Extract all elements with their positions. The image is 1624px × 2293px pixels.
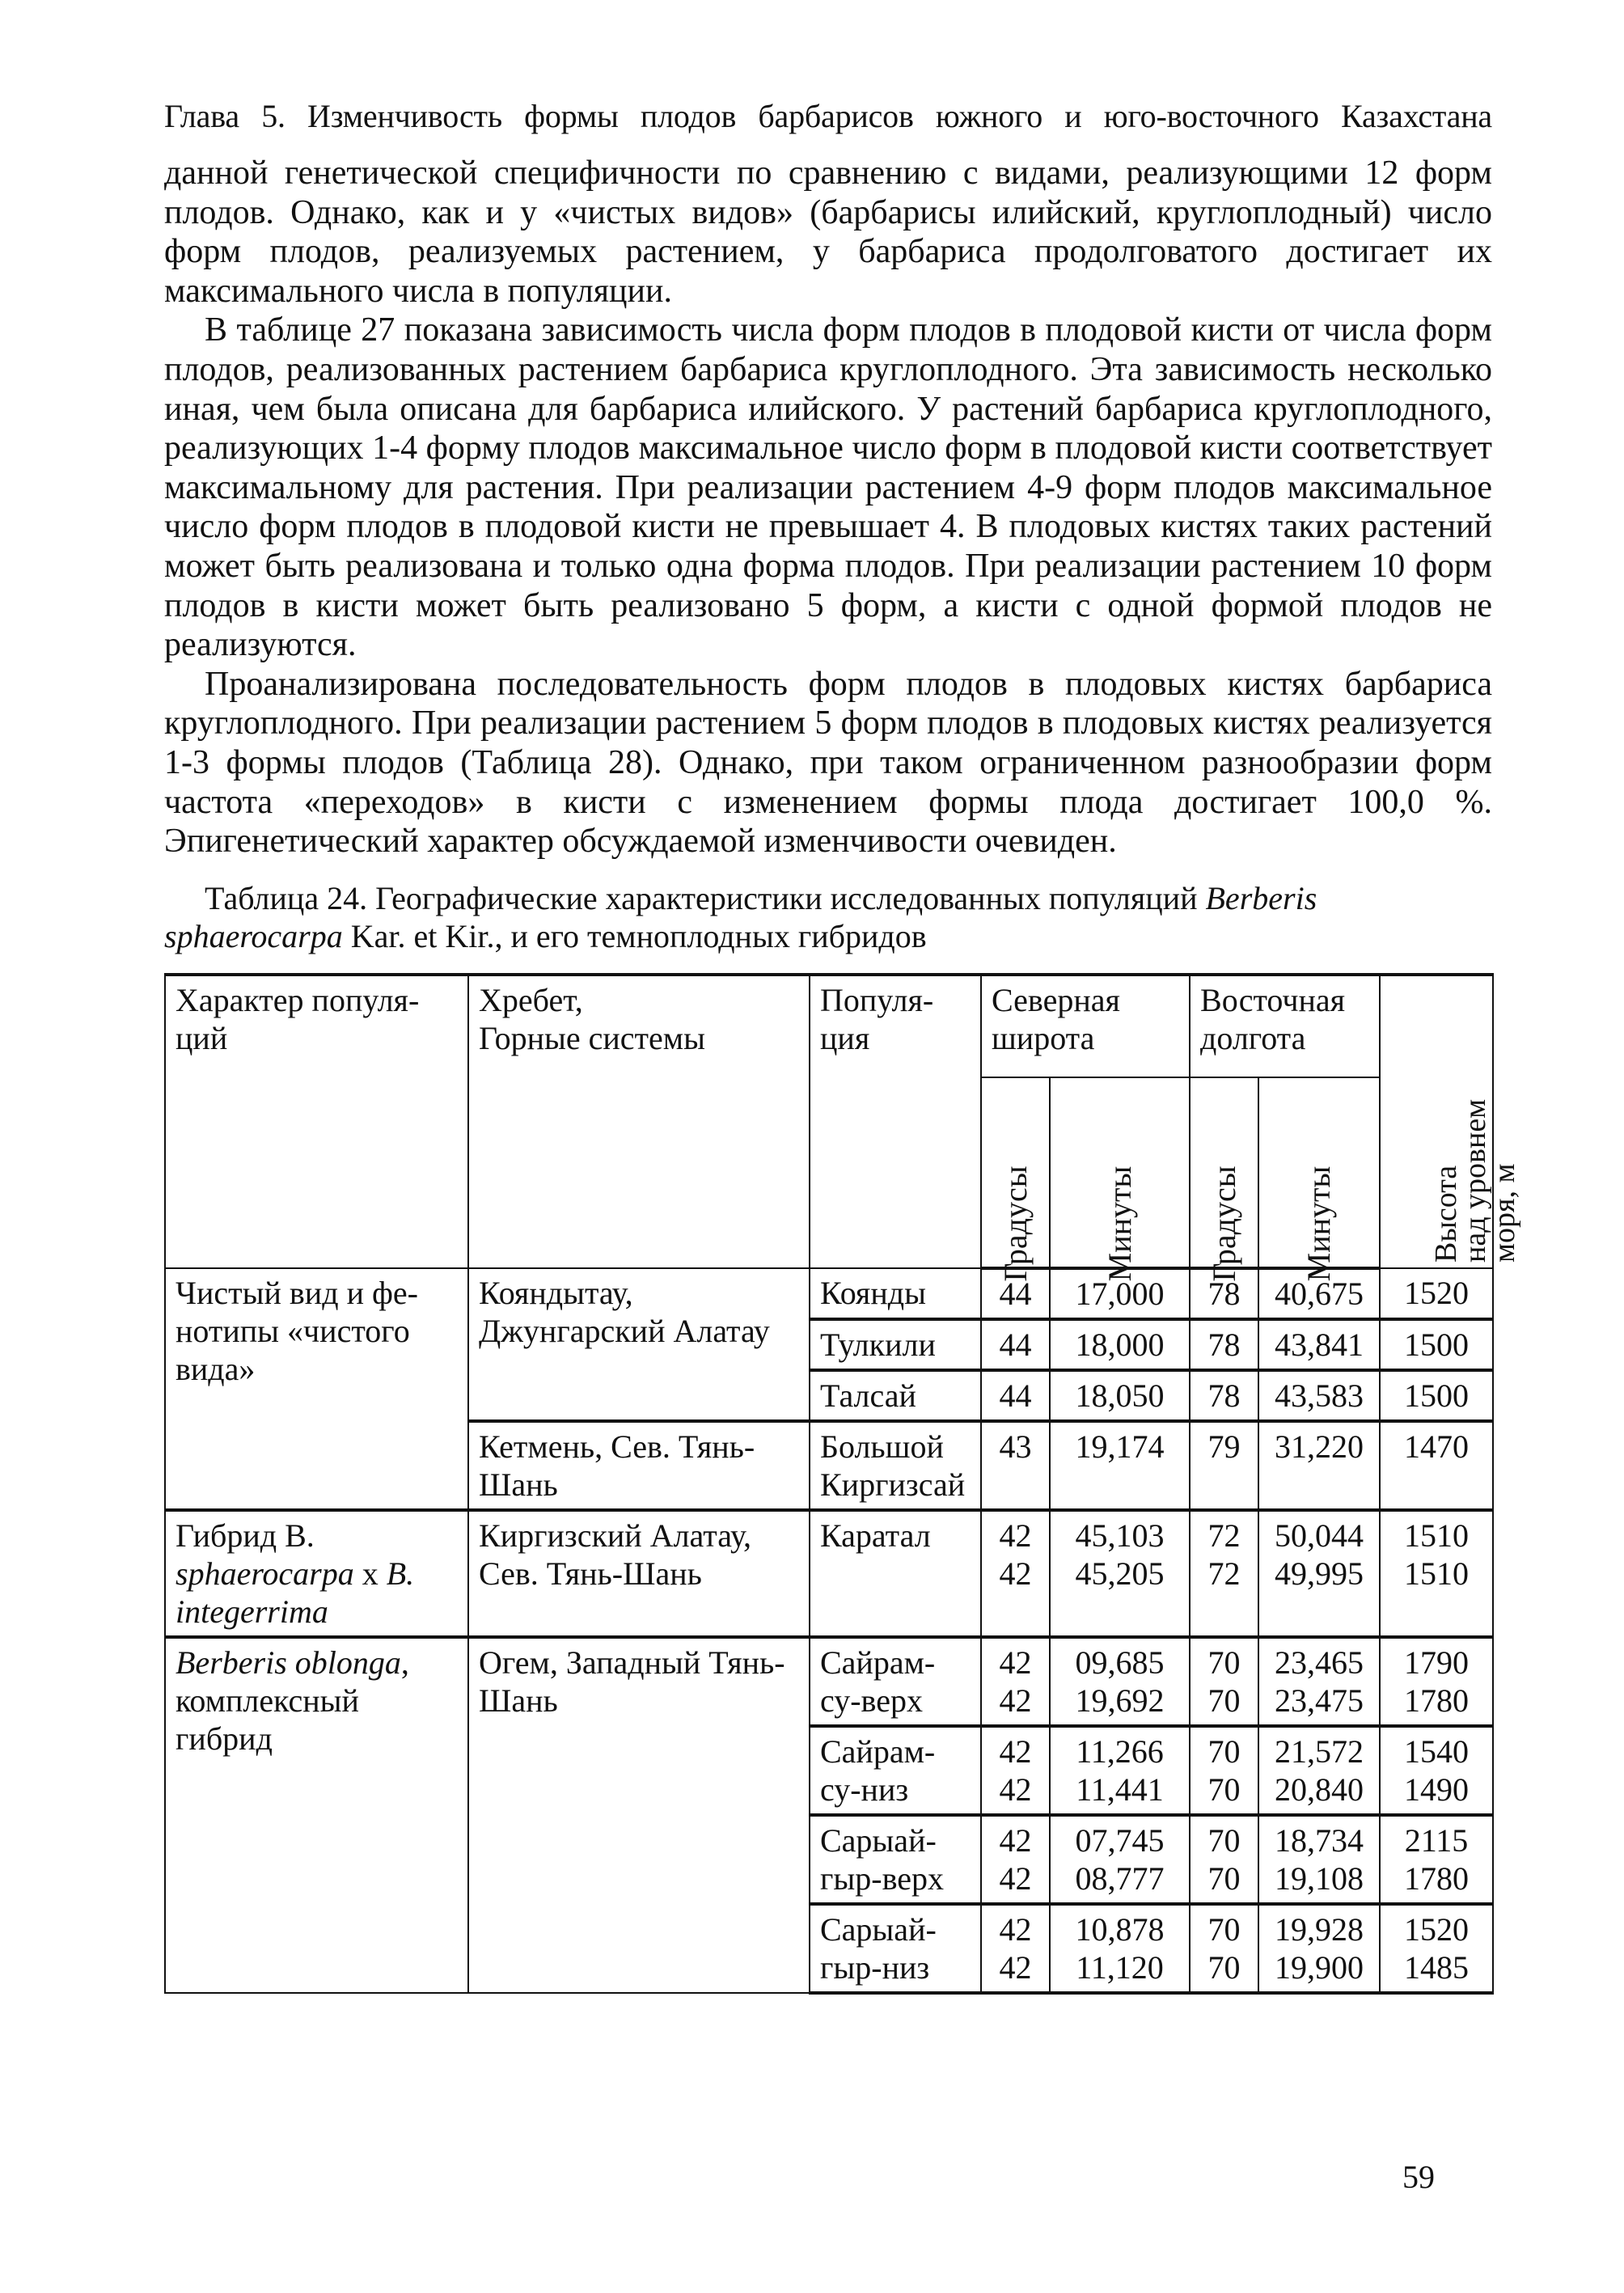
cell-lat-min: 17,000	[1050, 1268, 1190, 1319]
cell-lat-min: 09,685 19,692	[1050, 1637, 1190, 1726]
cell-population: Коянды	[810, 1268, 981, 1319]
cell-alt: 1500	[1380, 1370, 1493, 1421]
cell-population: Большой Киргизсай	[810, 1421, 981, 1510]
table-row	[165, 1268, 1493, 1319]
paragraph-2: В таблице 27 показана зависимость числа форм плодов в плодовой кисти от числа форм плодов, реализованных растением барбариса круглоплодного. Эта зависимость несколько иная, чем была описана для барбариса илийского. У растений барбариса круглоплодного, реализующих 1-4 форму плодов максимальное число форм в плодовой кисти соответствует максимальному для растения. При реализации растением 4-9 форм плодов максимальное число форм плодов в плодовой кисти не превышает 4. В плодовых кистях таких растений может быть реализована и только одна форма плодов. При реализации растением 10 форм плодов в кисти может быть реализовано 5 форм, а кисти с одной формой плодов не реализуются.	[164, 311, 1492, 664]
cell-alt: 1500	[1380, 1319, 1493, 1370]
cell-lat-deg: 42 42	[981, 1904, 1050, 1993]
cell-lat-deg: 42 42	[981, 1726, 1050, 1815]
cell-lon-deg: 70 70	[1190, 1904, 1258, 1993]
caption-suffix: Kar. et Kir., и его темноплодных гибридов	[342, 917, 927, 954]
cell-lon-min: 43,841	[1258, 1319, 1380, 1370]
cell-population: Сайрам-су-низ	[810, 1726, 981, 1815]
header-character: Характер популяций	[165, 975, 468, 1268]
cell-population: Каратал	[810, 1510, 981, 1637]
cell-lat-deg: 44	[981, 1370, 1050, 1421]
cell-lat-min: 18,050	[1050, 1370, 1190, 1421]
cell-population: Тулкили	[810, 1319, 981, 1370]
cell-lon-deg: 78	[1190, 1370, 1258, 1421]
cell-lat-deg: 42 42	[981, 1815, 1050, 1904]
header-ridge: Хребет, Горные системы	[468, 975, 810, 1268]
document-page	[164, 95, 1522, 1995]
cell-lat-min: 07,745 08,777	[1050, 1815, 1190, 1904]
header-north-latitude: Северная широта	[981, 975, 1190, 1077]
altitude-rotated-label: Высота над уровнем моря, м	[1429, 1098, 1522, 1263]
cell-lon-deg: 78	[1190, 1268, 1258, 1319]
cell-character: Чистый вид и фенотипы «чистого вида»	[165, 1268, 468, 1510]
table-row	[165, 1510, 1493, 1637]
paragraph-3: Проанализирована последовательность форм плодов в плодовых кистях барбариса круглоплодного. При реализации растением 5 форм плодов в плодовых кистях реализуется 1-3 формы плодов (Таблица 28). Однако, при таком ограниченном разнообразии форм частота «переходов» в кисти с изменением формы плода достигает 100,0 %. Эпигенетический характер обсуждаемой изменчивости очевиден.	[164, 665, 1492, 861]
cell-lat-min: 10,878 11,120	[1050, 1904, 1190, 1993]
cell-lon-min: 31,220	[1258, 1421, 1380, 1510]
geographic-table	[164, 973, 1522, 1995]
cell-lon-min: 21,572 20,840	[1258, 1726, 1380, 1815]
header-altitude	[1380, 975, 1522, 1268]
cell-population: Сарыай-гыр-низ	[810, 1904, 981, 1993]
cell-lon-deg: 70 70	[1190, 1815, 1258, 1904]
cell-population: Талсай	[810, 1370, 981, 1421]
cell-lon-min: 23,465 23,475	[1258, 1637, 1380, 1726]
cell-lat-min: 45,103 45,205	[1050, 1510, 1190, 1637]
cell-alt: 1540 1490	[1380, 1726, 1493, 1815]
cell-alt: 1790 1780	[1380, 1637, 1493, 1726]
cell-lon-deg: 78	[1190, 1319, 1258, 1370]
caption-prefix: Таблица 24. Географические характеристики исследованных популяций	[205, 879, 1206, 916]
cell-lon-min: 43,583	[1258, 1370, 1380, 1421]
cell-lat-min: 19,174	[1050, 1421, 1190, 1510]
cell-character: Berberis oblonga, комплексный гибрид	[165, 1637, 468, 1993]
cell-lon-min: 40,675	[1258, 1268, 1380, 1319]
header-population: Популяция	[810, 975, 981, 1268]
header-lat-minutes: Минуты	[1050, 1077, 1190, 1268]
cell-lat-deg: 42 42	[981, 1637, 1050, 1726]
cell-lat-deg: 44	[981, 1268, 1050, 1319]
cell-lat-deg: 42 42	[981, 1510, 1050, 1637]
cell-ridge: Огем, Западный Тянь-Шань	[468, 1637, 810, 1993]
header-lon-degrees: Градусы	[1190, 1077, 1258, 1268]
header-lon-minutes: Минуты	[1258, 1077, 1380, 1268]
cell-population: Сарыай-гыр-верх	[810, 1815, 981, 1904]
cell-alt: 1520	[1380, 1268, 1493, 1319]
paragraph-1: данной генетической специфичности по сравнению с видами, реализующими 12 форм плодов. Однако, как и у «чистых видов» (барбарисы илийский, круглоплодный) число форм плодов, реализуемых растением, у барбариса продолговатого достигает их максимального числа в популяции.	[164, 154, 1492, 310]
cell-lon-min: 50,044 49,995	[1258, 1510, 1380, 1637]
header-lat-degrees: Градусы	[981, 1077, 1050, 1268]
cell-alt: 1470	[1380, 1421, 1493, 1510]
cell-ridge: Кетмень, Сев. Тянь-Шань	[468, 1421, 810, 1510]
cell-character: Гибрид B. sphaerocarpa x B. integerrima	[165, 1510, 468, 1637]
cell-alt: 2115 1780	[1380, 1815, 1493, 1904]
header-east-longitude: Восточная долгота	[1190, 975, 1380, 1077]
running-head: Глава 5. Изменчивость формы плодов барбарисов южного и юго-восточного Казахстана	[164, 98, 1492, 134]
cell-ridge: Киргизский Алатау, Сев. Тянь-Шань	[468, 1510, 810, 1637]
cell-lon-deg: 79	[1190, 1421, 1258, 1510]
cell-population: Сайрам-су-верх	[810, 1637, 981, 1726]
cell-lat-deg: 44	[981, 1319, 1050, 1370]
cell-lat-min: 18,000	[1050, 1319, 1190, 1370]
cell-lon-min: 18,734 19,108	[1258, 1815, 1380, 1904]
caption-species: Berberis sphaerocarpa	[164, 879, 1317, 954]
cell-alt: 1510 1510	[1380, 1510, 1493, 1637]
table-row	[165, 1637, 1493, 1726]
cell-lat-min: 11,266 11,441	[1050, 1726, 1190, 1815]
page-number: 59	[1402, 2159, 1435, 2195]
body-text	[164, 154, 1492, 861]
cell-ridge: Кояндытау, Джунгарский Алатау	[468, 1268, 810, 1421]
cell-alt: 1520 1485	[1380, 1904, 1493, 1993]
cell-lat-deg: 43	[981, 1421, 1050, 1510]
table-caption	[164, 879, 1492, 955]
cell-lon-min: 19,928 19,900	[1258, 1904, 1380, 1993]
cell-lon-deg: 72 72	[1190, 1510, 1258, 1637]
cell-lon-deg: 70 70	[1190, 1637, 1258, 1726]
cell-lon-deg: 70 70	[1190, 1726, 1258, 1815]
